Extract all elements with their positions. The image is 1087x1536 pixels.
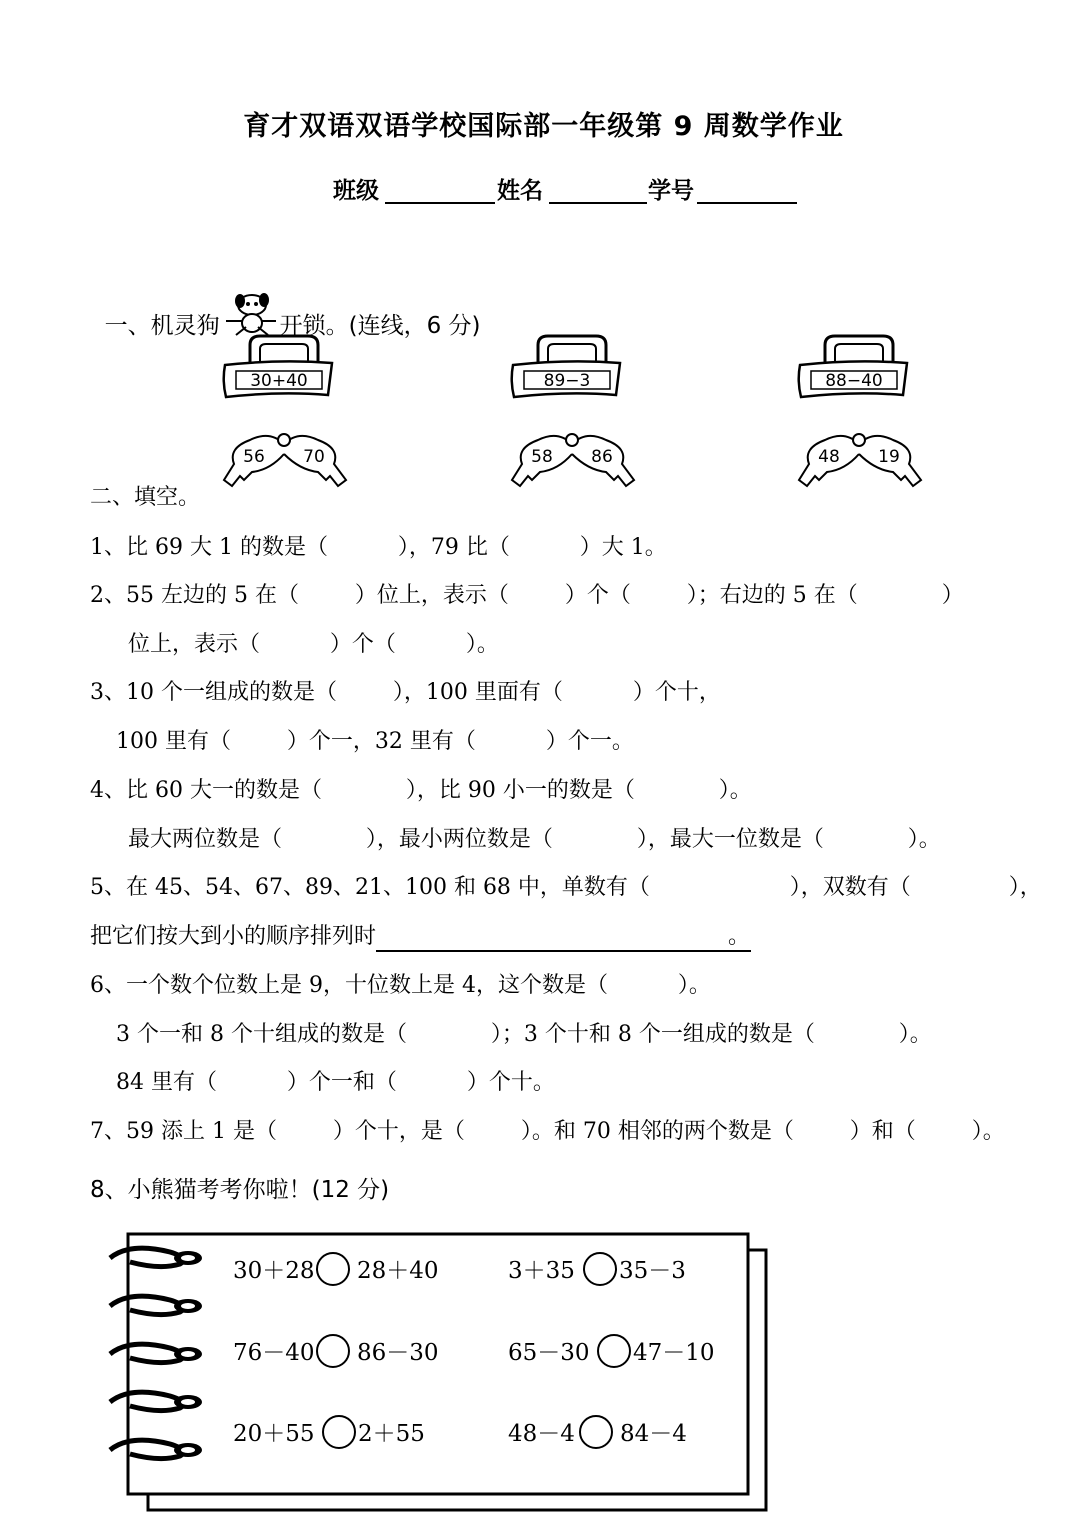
keys-1[interactable] bbox=[220, 430, 350, 488]
question-7: 7、59 添上 1 是（ ）个十，是（ ）。和 70 相邻的两个数是（ ）和（ ）。 bbox=[90, 1119, 1005, 1144]
compare-2a-left: 76－40 bbox=[233, 1340, 315, 1366]
compare-3b-right: 84－4 bbox=[620, 1421, 687, 1447]
compare-3a-left: 20＋55 bbox=[233, 1421, 315, 1447]
number-blank[interactable] bbox=[697, 180, 797, 204]
question-1: 1、比 69 大 1 的数是（ ），79 比（ ）大 1。 bbox=[90, 535, 667, 560]
question-3-cont: 100 里有（ ）个一，32 里有（ ）个一。 bbox=[116, 729, 634, 754]
compare-2a-circle[interactable] bbox=[316, 1334, 350, 1368]
question-5-prompt: 把它们按大到小的顺序排列时 bbox=[90, 924, 377, 949]
compare-1b-circle[interactable] bbox=[583, 1252, 617, 1286]
compare-3b-left: 48－4 bbox=[508, 1421, 575, 1447]
compare-3a-right: 2＋55 bbox=[358, 1421, 425, 1447]
question-5-end: 。 bbox=[728, 924, 751, 949]
compare-1a-left: 30＋28 bbox=[233, 1258, 315, 1284]
question-2: 2、55 左边的 5 在（ ）位上，表示（ ）个（ ）；右边的 5 在（ ） bbox=[90, 583, 964, 608]
compare-1b-right: 35－3 bbox=[619, 1258, 686, 1284]
lock-2-label: 89−3 bbox=[543, 371, 591, 391]
number-label: 学号 bbox=[648, 178, 694, 204]
lock-3-label: 88−40 bbox=[825, 371, 883, 391]
question-5: 5、在 45、54、67、89、21、100 和 68 中，单数有（ ），双数有（ ）， bbox=[90, 875, 1042, 900]
name-blank[interactable] bbox=[549, 180, 647, 204]
question-4: 4、比 60 大一的数是（ ），比 90 小一的数是（ ）。 bbox=[90, 778, 752, 803]
class-blank[interactable] bbox=[385, 180, 495, 204]
keys-3[interactable] bbox=[795, 430, 925, 488]
key-2b-label: 86 bbox=[591, 447, 613, 467]
compare-1a-circle[interactable] bbox=[316, 1252, 350, 1286]
class-label: 班级 bbox=[333, 178, 379, 204]
name-label: 姓名 bbox=[497, 178, 543, 204]
key-1a-label: 56 bbox=[243, 447, 265, 467]
key-3b-label: 19 bbox=[878, 447, 900, 467]
lock-3[interactable] bbox=[795, 333, 911, 401]
question-5-cont bbox=[90, 919, 751, 952]
question-2-cont: 位上，表示（ ）个（ ）。 bbox=[128, 632, 499, 657]
compare-1a-right: 28＋40 bbox=[357, 1258, 439, 1284]
compare-2b-right: 47－10 bbox=[633, 1340, 715, 1366]
compare-2a-right: 86－30 bbox=[357, 1340, 439, 1366]
page-title: 育才双语双语学校国际部一年级第 9 周数学作业 bbox=[243, 111, 844, 142]
lock-2[interactable] bbox=[508, 333, 624, 401]
key-3a-label: 48 bbox=[818, 447, 840, 467]
section1-prefix: 一、机灵狗 bbox=[104, 313, 220, 339]
compare-3a-circle[interactable] bbox=[322, 1415, 356, 1449]
section2-heading: 二、填空。 bbox=[90, 485, 201, 510]
question-3: 3、10 个一组成的数是（ ），100 里面有（ ）个十， bbox=[90, 680, 721, 705]
question-6: 6、一个数个位数上是 9，十位数上是 4，这个数是（ ）。 bbox=[90, 973, 711, 998]
section1-suffix: 开锁。(连线，6 分) bbox=[279, 313, 481, 339]
compare-2b-left: 65－30 bbox=[508, 1340, 590, 1366]
section1-heading bbox=[90, 265, 481, 340]
lock-1-label: 30+40 bbox=[250, 371, 308, 391]
section8-heading: 8、小熊猫考考你啦！(12 分) bbox=[90, 1177, 390, 1203]
lock-1[interactable] bbox=[220, 333, 336, 401]
key-2a-label: 58 bbox=[531, 447, 553, 467]
question-6-cont-2: 84 里有（ ）个一和（ ）个十。 bbox=[116, 1070, 555, 1095]
dog-icon bbox=[222, 291, 278, 339]
key-1b-label: 70 bbox=[303, 447, 325, 467]
compare-1b-left: 3＋35 bbox=[508, 1258, 575, 1284]
question-4-cont: 最大两位数是（ ），最小两位数是（ ），最大一位数是（ ）。 bbox=[128, 827, 941, 852]
keys-2[interactable] bbox=[508, 430, 638, 488]
compare-2b-circle[interactable] bbox=[597, 1334, 631, 1368]
question-6-cont-1: 3 个一和 8 个十组成的数是（ ）；3 个十和 8 个一组成的数是（ ）。 bbox=[116, 1022, 932, 1047]
compare-3b-circle[interactable] bbox=[579, 1415, 613, 1449]
question-5-answer-blank[interactable] bbox=[376, 919, 751, 952]
